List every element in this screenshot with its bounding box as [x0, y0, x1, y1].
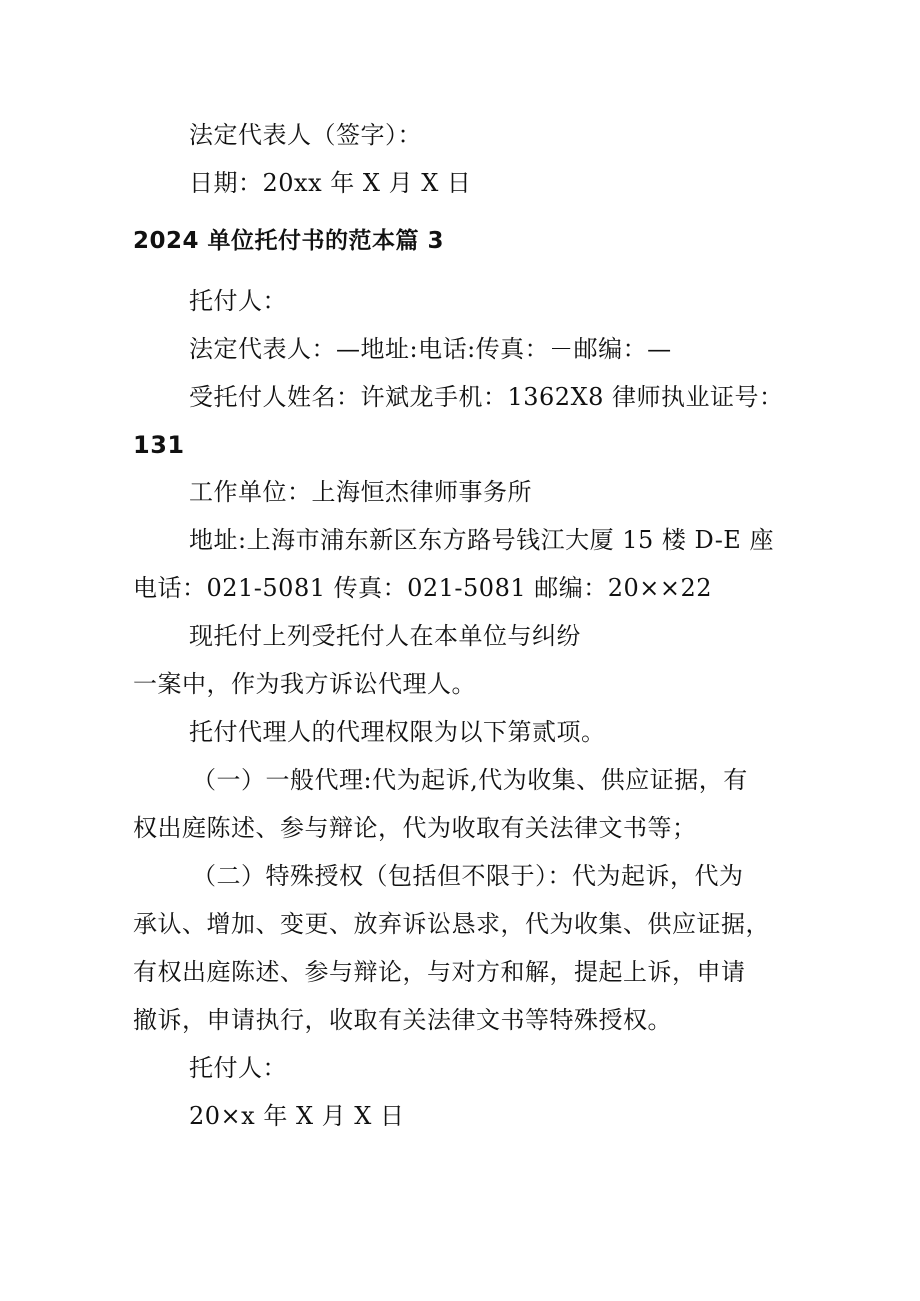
- work-unit-line: 工作单位：上海恒杰律师事务所: [189, 478, 532, 506]
- section-heading: 2024 单位托付书的范本篇 3: [133, 228, 445, 254]
- special-authorization-clause-line2: 承认、增加、变更、放弃诉讼恳求，代为收集、供应证据，: [133, 910, 770, 938]
- entrustment-statement-continued: 一案中，作为我方诉讼代理人。: [133, 670, 476, 698]
- special-authorization-clause-line4: 撤诉，申请执行，收取有关法律文书等特殊授权。: [133, 1006, 672, 1034]
- authority-scope-line: 托付代理人的代理权限为以下第贰项。: [189, 718, 606, 746]
- general-agency-clause-continued: 权出庭陈述、参与辩论，代为收取有关法律文书等；: [133, 814, 697, 842]
- address-line: 地址:上海市浦东新区东方路号钱江大厦 15 楼 D-E 座: [189, 526, 774, 554]
- general-agency-clause: （一）一般代理:代为起诉,代为收集、供应证据，有: [192, 766, 748, 794]
- legal-rep-contact-line: 法定代表人：—地址:电话:传真：－邮编：—: [189, 335, 672, 363]
- date-line: 日期：20xx 年 X 月 X 日: [189, 169, 472, 197]
- license-number-continued: 131: [133, 431, 185, 459]
- entrustment-statement-line: 现托付上列受托付人在本单位与纠纷: [189, 622, 581, 650]
- signature-line: 法定代表人（签字）：: [189, 121, 422, 149]
- phone-fax-postcode-line: 电话：021-5081 传真：021-5081 邮编：20××22: [133, 574, 713, 602]
- special-authorization-clause-line3: 有权出庭陈述、参与辩论，与对方和解，提起上诉，申请: [133, 958, 746, 986]
- agent-info-line: 受托付人姓名：许斌龙手机：1362X8 律师执业证号：: [189, 383, 784, 411]
- closing-date-line: 20×x 年 X 月 X 日: [189, 1102, 405, 1130]
- principal-label: 托付人：: [189, 287, 287, 315]
- special-authorization-clause: （二）特殊授权（包括但不限于）：代为起诉，代为: [192, 862, 744, 890]
- principal-signature-label: 托付人：: [189, 1054, 287, 1082]
